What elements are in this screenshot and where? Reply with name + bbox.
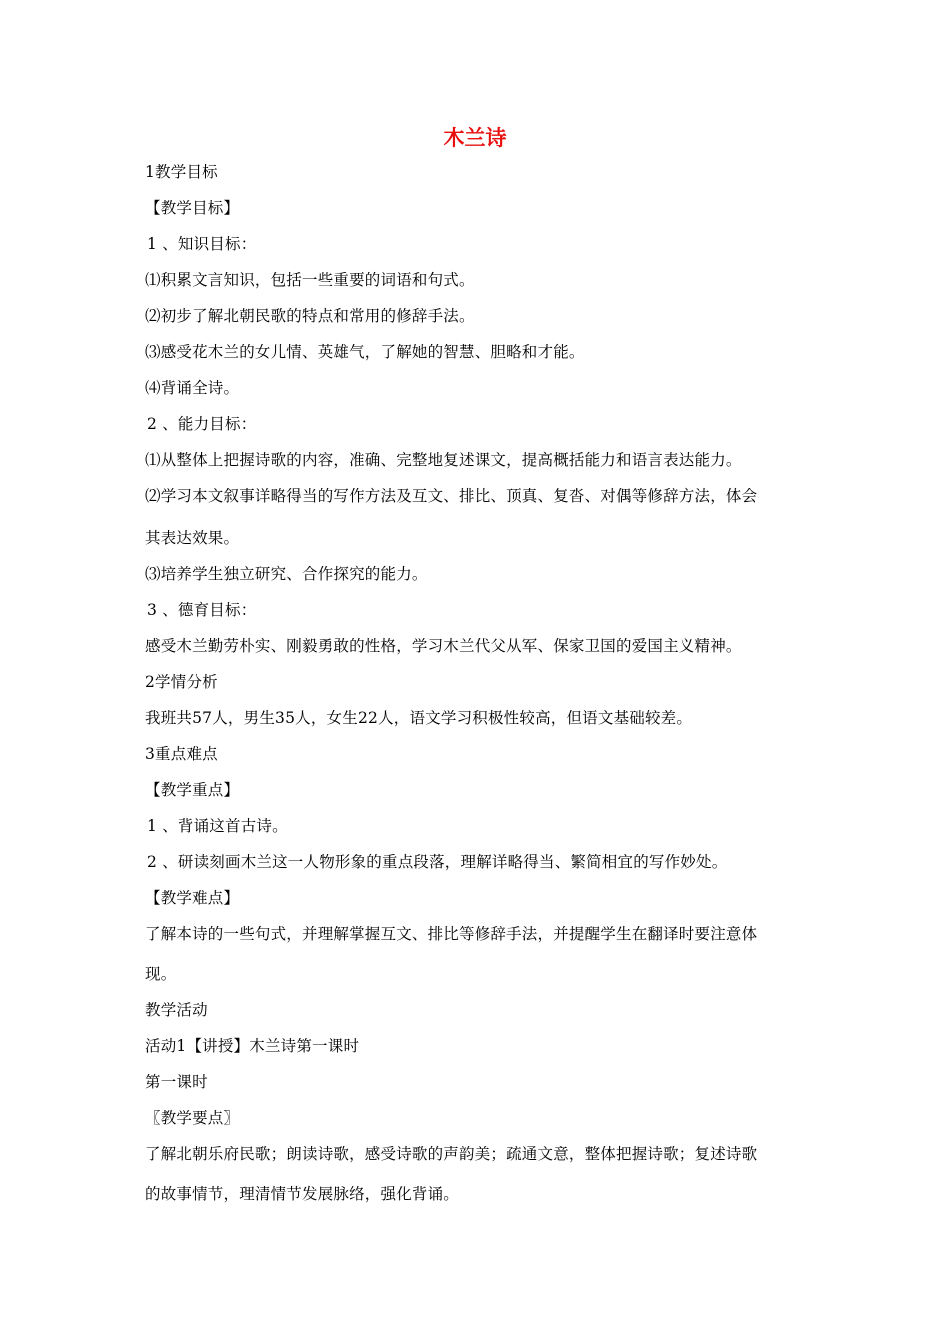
subheading-knowledge-goals: 1 、知识目标： <box>147 235 257 253</box>
paragraph-line: 我班共57人，男生35人，女生22人，语文学习积极性较高，但语文基础较差。 <box>145 709 693 727</box>
paragraph-line: 现。 <box>145 965 177 983</box>
bracket-heading-difficulties: 【教学难点】 <box>145 889 240 907</box>
paragraph-line: 2 、研读刻画木兰这一人物形象的重点段落，理解详略得当、繁简相宜的写作妙处。 <box>147 853 728 871</box>
section-heading-teaching-goals: 1教学目标 <box>145 163 218 181</box>
paragraph-line: ⑶感受花木兰的女儿情、英雄气，了解她的智慧、胆略和才能。 <box>145 343 585 361</box>
subheading-moral-goals: 3 、德育目标： <box>147 601 257 619</box>
paragraph-line: 了解本诗的一些句式，并理解掌握互文、排比等修辞手法，并提醒学生在翻译时要注意体 <box>145 925 758 943</box>
activity-heading: 活动1【讲授】木兰诗第一课时 <box>145 1037 360 1055</box>
document-title: 木兰诗 <box>443 126 507 150</box>
subheading-ability-goals: 2 、能力目标： <box>147 415 257 433</box>
section-heading-activities: 教学活动 <box>145 1001 208 1019</box>
lesson-heading: 第一课时 <box>145 1073 208 1091</box>
paragraph-line: ⑴积累文言知识，包括一些重要的词语和句式。 <box>145 271 475 289</box>
paragraph-line: 的故事情节，理清情节发展脉络，强化背诵。 <box>145 1185 460 1203</box>
bracket-heading-teaching-points: 〖教学要点〗 <box>145 1109 240 1127</box>
section-heading-key-points: 3重点难点 <box>145 745 218 763</box>
paragraph-line: 1 、背诵这首古诗。 <box>147 817 288 835</box>
paragraph-line: ⑷背诵全诗。 <box>145 379 240 397</box>
section-heading-student-analysis: 2学情分析 <box>145 673 218 691</box>
paragraph-line: 感受木兰勤劳朴实、刚毅勇敢的性格，学习木兰代父从军、保家卫国的爱国主义精神。 <box>145 637 742 655</box>
paragraph-line: ⑶培养学生独立研究、合作探究的能力。 <box>145 565 428 583</box>
paragraph-line: ⑴从整体上把握诗歌的内容，准确、完整地复述课文，提高概括能力和语言表达能力。 <box>145 451 742 469</box>
bracket-heading-key-points: 【教学重点】 <box>145 781 240 799</box>
bracket-heading-teaching-goals: 【教学目标】 <box>145 199 240 217</box>
paragraph-line: ⑵初步了解北朝民歌的特点和常用的修辞手法。 <box>145 307 475 325</box>
paragraph-line: 其表达效果。 <box>145 529 240 547</box>
paragraph-line: ⑵学习本文叙事详略得当的写作方法及互文、排比、顶真、复沓、对偶等修辞方法，体会 <box>145 487 758 505</box>
paragraph-line: 了解北朝乐府民歌；朗读诗歌，感受诗歌的声韵美；疏通文意，整体把握诗歌；复述诗歌 <box>145 1145 758 1163</box>
